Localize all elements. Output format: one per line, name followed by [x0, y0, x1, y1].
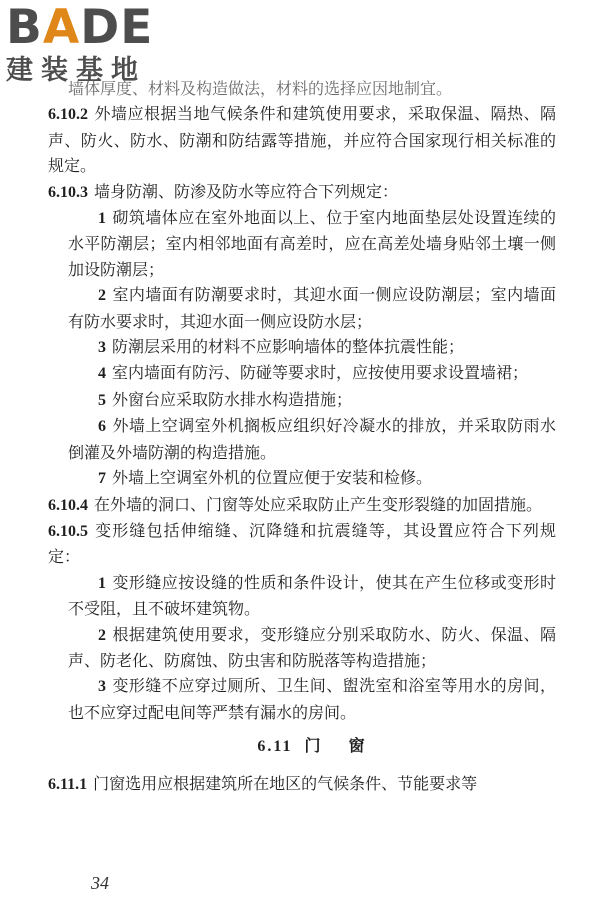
- item-number: 6: [98, 418, 106, 436]
- clause-text: 墙身防潮、防渗及防水等应符合下列规定：: [94, 181, 399, 201]
- list-item: [68, 413, 556, 465]
- page-body: [48, 76, 556, 797]
- clause-text: 变形缝包括伸缩缝、沉降缝和抗震缝等，其设置应符合下列规定：: [48, 520, 556, 567]
- bade-logo: [6, 0, 176, 90]
- clause-text: 门窗选用应根据建筑所在地区的气候条件、节能要求等: [93, 773, 478, 793]
- list-item: [68, 205, 556, 282]
- logo-subtitle: 建装基地: [6, 55, 146, 86]
- item-number: 7: [98, 470, 106, 488]
- list-item: [68, 465, 556, 491]
- clause-number: 6.10.5: [48, 522, 88, 540]
- clause-number: 6.11.1: [48, 775, 88, 793]
- clause-number: 6.10.3: [48, 183, 88, 201]
- clause-6-11-1: [48, 771, 556, 797]
- list-item: [68, 673, 556, 725]
- item-text: 室内墙面有防潮要求时，其迎水面一侧应设防潮层；室内墙面有防水要求时，其迎水面一侧应设防水层；: [68, 285, 556, 331]
- item-text: 外墙上空调室外机搁板应组织好冷凝水的排放，并采取防雨水倒灌及外墙防潮的构造措施。: [68, 416, 556, 462]
- item-number: 5: [98, 391, 106, 409]
- list-item: [68, 282, 556, 334]
- section-title-part: 窗: [348, 736, 367, 756]
- item-text: 外窗台应采取防水排水构造措施；: [112, 389, 353, 409]
- item-text: 外墙上空调室外机的位置应便于安装和检修。: [112, 468, 433, 488]
- continuation-line: 墙体厚度、材料及构造做法，材料的选择应因地制宜。: [68, 79, 453, 98]
- section-title-part: 门: [304, 736, 323, 756]
- item-number: 2: [98, 626, 106, 644]
- item-number: 3: [98, 339, 106, 357]
- clause-text: 在外墙的洞口、门窗等处应采取防止产生变形裂缝的加固措施。: [94, 494, 543, 514]
- list-item: [68, 334, 556, 360]
- item-text: 变形缝不应穿过厕所、卫生间、盥洗室和浴室等用水的房间，也不应穿过配电间等严禁有漏水的房间。: [68, 676, 556, 722]
- list-item: [68, 360, 556, 386]
- clause-text: 外墙应根据当地气候条件和建筑使用要求，采取保温、隔热、隔声、防火、防水、防潮和防结露等措施，并应符合国家现行相关标准的规定。: [48, 104, 556, 176]
- item-text: 变形缝应按设缝的性质和条件设计，使其在产生位移或变形时不受阻，且不破坏建筑物。: [68, 572, 556, 619]
- item-number: 1: [98, 210, 106, 228]
- item-text: 砌筑墙体应在室外地面以上、位于室内地面垫层处设置连续的水平防潮层；室内相邻地面有高差时，应在高差处墙身贴邻土壤一侧加设防潮层；: [68, 208, 556, 279]
- logo-wordmark: BADE: [6, 0, 154, 55]
- item-text: 根据建筑使用要求，变形缝应分别采取防水、防火、保温、隔声、防老化、防腐蚀、防虫害和防脱落等构造措施；: [68, 624, 556, 670]
- list-item: [68, 622, 556, 674]
- item-text: 室内墙面有防污、防碰等要求时，应按使用要求设置墙裙；: [112, 363, 529, 383]
- list-item: [68, 387, 556, 413]
- clause-6-10-3: [48, 179, 556, 205]
- clause-number: 6.10.4: [48, 496, 88, 514]
- clause-6-10-2: [48, 101, 556, 178]
- list-item: [68, 570, 556, 622]
- section-heading: [68, 733, 556, 759]
- clause-6-10-4: [48, 492, 556, 518]
- page-number: 34: [91, 873, 109, 893]
- item-number: 4: [98, 365, 106, 383]
- clause-number: 6.10.2: [48, 106, 88, 124]
- item-number: 3: [98, 678, 106, 696]
- item-text: 防潮层采用的材料不应影响墙体的整体抗震性能；: [112, 337, 465, 357]
- item-number: 1: [98, 574, 106, 592]
- item-number: 2: [98, 287, 106, 305]
- clause-6-10-5: [48, 518, 556, 570]
- section-number: 6.11: [257, 738, 293, 756]
